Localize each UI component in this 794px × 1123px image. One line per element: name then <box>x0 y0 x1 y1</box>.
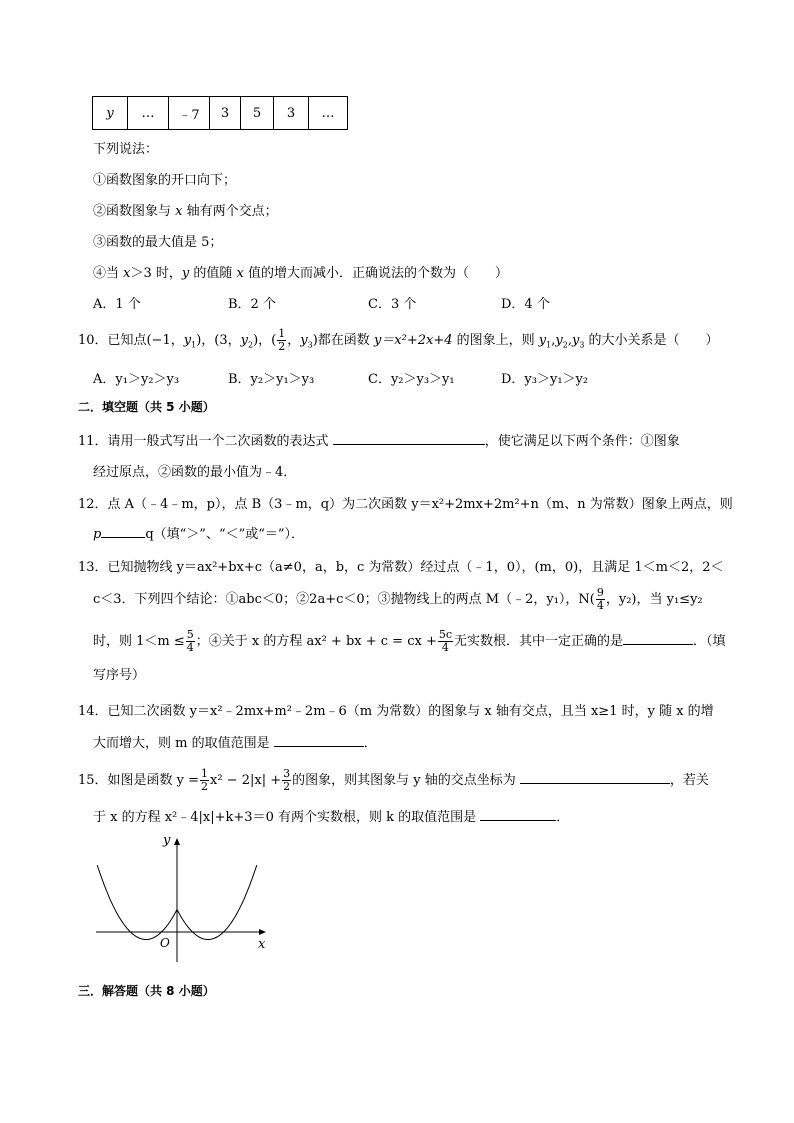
q9-option-a: A．1 个 <box>93 297 141 312</box>
answer-blank[interactable] <box>520 783 670 784</box>
q14-line-1: 14．已知二次函数 y＝x²﹣2mx+m²﹣2m﹣6（m 为常数）的图象与 x 轴有交点，且当 x≥1 时，y 随 x 的增 <box>78 704 714 719</box>
table-cell: 3 <box>210 97 241 130</box>
q13-line-4: 写序号） <box>93 668 146 683</box>
section-heading-fill-in: 二．填空题（共 5 小题） <box>78 400 215 414</box>
value-table <box>92 96 348 130</box>
q9-statement-2: ②函数图象与 x 轴有两个交点； <box>93 204 278 219</box>
answer-blank[interactable] <box>333 444 485 445</box>
q15-line-2: 于 x 的方程 x²﹣4|x|+k+3＝0 有两个实数根，则 k 的取值范围是 ． <box>93 810 570 825</box>
q10-stem: 10．已知点(−1，$y_1$)，(3，$y_2$)，( $\frac{1}{2}$ ，$y_3$)都在函数 y＝x²+2x+4 的图象上，则 $y_1,y_2,y_3$ 的大小关系是（ ） <box>78 327 719 353</box>
q13-line-1: 13．已知抛物线 y＝ax²+bx+c（a≠0，a，b，c 为常数）经过点（﹣1，0），(m，0)，且满足 1＜m＜2，2＜ <box>78 560 724 575</box>
y-axis-label: y <box>163 833 171 848</box>
table-cell: ﹣7 <box>169 97 210 130</box>
table-cell: … <box>309 97 348 130</box>
q9-statement-4: ④当 x＞3 时，y 的值随 x 值的增大而减小．正确说法的个数为（ ） <box>93 266 508 281</box>
q15-line-1: 15．如图是函数 y = $\frac{1}{2}$ x² − 2|x| + $\frac{3}{2}$ 的图象，则其图象与 y 轴的交点坐标为 ，若关 <box>78 767 709 793</box>
table-cell: … <box>128 97 169 130</box>
section-heading-solutions: 三．解答题（共 8 小题） <box>78 984 215 998</box>
x-axis-arrow-icon <box>259 929 266 935</box>
table-cell: 5 <box>241 97 274 130</box>
answer-blank[interactable] <box>101 537 145 538</box>
table-cell: y <box>93 97 128 130</box>
q10-option-d: D．y₃＞y₁＞y₂ <box>501 372 589 387</box>
q9-option-d: D．4 个 <box>501 297 550 312</box>
q10-option-a: A．y₁＞y₂＞y₃ <box>93 372 180 387</box>
q11-line-1: 11．请用一般式写出一个二次函数的表达式 ，使它满足以下两个条件：①图象 <box>78 434 680 449</box>
answer-blank[interactable] <box>623 644 693 645</box>
q12-line-2: p q（填“＞”、“＜”或“＝”）． <box>93 527 305 542</box>
answer-blank[interactable] <box>480 820 556 821</box>
q9-option-c: C．3 个 <box>368 297 417 312</box>
q10-option-b: B．y₂＞y₁＞y₃ <box>228 372 315 387</box>
q9-intro: 下列说法： <box>93 142 159 157</box>
q13-line-3: 时，则 1＜m ≤ $\frac{5}{4}$ ；④关于 x 的方程 ax² + bx + c = cx + $\frac{5c}{4}$ 无实数根．其中一定正确的是 ．（填 <box>93 628 726 654</box>
q11-line-2: 经过原点，②函数的最小值为﹣4． <box>93 465 297 480</box>
x-axis-label: x <box>258 937 266 952</box>
q9-option-b: B．2 个 <box>228 297 276 312</box>
q10-option-c: C．y₂＞y₃＞y₁ <box>368 372 455 387</box>
y-axis-arrow-icon <box>174 838 180 845</box>
function-graph <box>90 830 280 965</box>
table-cell: 3 <box>274 97 309 130</box>
q9-statement-3: ③函数的最大值是 5； <box>93 235 223 250</box>
origin-label: O <box>160 936 170 950</box>
q14-line-2: 大而增大，则 m 的取值范围是 ． <box>93 736 377 751</box>
answer-blank[interactable] <box>274 746 364 747</box>
q9-statement-1: ①函数图象的开口向下； <box>93 173 237 188</box>
q13-line-2: c＜3．下列四个结论：①abc＜0；②2a+c＜0；③抛物线上的两点 M（﹣2，y₁），N( $\frac{9}{4}$ ，y₂)，当 y₁≤y₂ <box>93 586 703 612</box>
q12-line-1: 12．点 A（﹣4﹣m，p），点 B（3﹣m，q）为二次函数 y＝x²+2mx+2m²+n（m、n 为常数）图象上两点，则 <box>78 497 733 512</box>
